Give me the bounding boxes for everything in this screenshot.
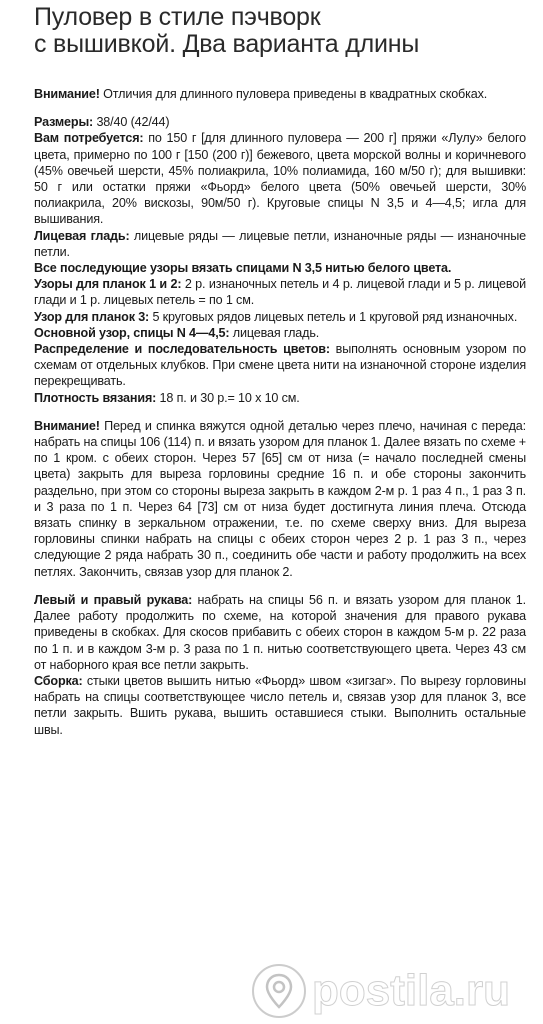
page-title bbox=[34, 4, 534, 58]
body-notice-label: Внимание! bbox=[34, 418, 100, 433]
assembly-label: Сборка: bbox=[34, 673, 83, 688]
bands-1-2-paragraph bbox=[34, 276, 526, 308]
watermark-text: postila.ru bbox=[312, 966, 511, 1015]
color-order-paragraph bbox=[34, 341, 526, 390]
title-line-1: Пуловер в стиле пэчворк bbox=[34, 3, 321, 31]
materials-paragraph bbox=[34, 130, 526, 227]
assembly-paragraph bbox=[34, 673, 526, 738]
title-line-2: с вышивкой. Два варианта длины bbox=[34, 30, 420, 58]
body-instructions-paragraph bbox=[34, 418, 526, 580]
main-pattern-text: лицевая гладь. bbox=[229, 325, 320, 340]
all-patterns-paragraph bbox=[34, 260, 526, 276]
watermark bbox=[250, 960, 540, 1024]
main-pattern-label: Основной узор, спицы N 4—4,5: bbox=[34, 325, 230, 340]
gauge-paragraph bbox=[34, 390, 526, 406]
color-order-label: Распределение и последовательность цветов: bbox=[34, 342, 330, 357]
body-notice-text: Перед и спинка вяжутся одной деталью через плечо, начиная с переда: набрать на спицы 106 (114) п. и вязать узором для планок 1. Далее вязать по схеме + по 1 кром. с обеих сторон. Через 57 [65] см от низа (= начало последней смены цвета) закрыть для выреза горловины средние 16 п. и обе стороны закончить раздельно, при этом со стороны выреза закрыть в каждом 2-м р. 1 раз 4 п., 1 раз 3 п. и 3 раза по 1 п. Через 64 [73] см от низа будет достигнута линия плеча. Отсюда вязать спинку в зеркальном отражении, т.е. по схеме сверху вниз. Для выреза горловины спинки набрать на спицы с обеих сторон через 2 р. 1 раз 3 п., через следующие 2 ряда набрать 30 п., соединить обе части и работу продолжить на всех петлях. Закончить, связав узор для планок 2. bbox=[34, 418, 526, 579]
band-3-label: Узор для планок 3: bbox=[34, 309, 150, 324]
stockinette-paragraph bbox=[34, 228, 526, 260]
stockinette-text: лицевые ряды — лицевые петли, изнаночные ряды — изнаночные петли. bbox=[34, 228, 526, 259]
sizes-text: 38/40 (42/44) bbox=[93, 115, 170, 130]
pin-logo-icon bbox=[250, 962, 308, 1020]
main-pattern-paragraph bbox=[34, 325, 526, 341]
sleeves-label: Левый и правый рукава: bbox=[34, 592, 193, 607]
sizes-label: Размеры: bbox=[34, 115, 94, 130]
notice-label: Внимание! bbox=[34, 87, 100, 101]
stockinette-label: Лицевая гладь: bbox=[34, 228, 130, 243]
notice-text: Отличия для длинного пуловера приведены в квадратных скобках. bbox=[99, 87, 488, 101]
band-3-paragraph bbox=[34, 309, 526, 325]
sleeves-text: набрать на спицы 56 п. и вязать узором для планок 1. Далее работу продолжить по схеме, на которой значения для правого рукава приведены в скобках. Для скосов прибавить с обеих сторон в каждом 5-м р. 22 раза по 1 п. и в каждом 3-м р. 3 раза по 1 п. нитью соответствующего цвета. Через 43 см от наборного края все петли закрыть. bbox=[34, 592, 526, 672]
notice-paragraph bbox=[34, 86, 526, 102]
color-order-text: выполнять основным узором по схемам от отдельных клубков. При смене цвета нити на изнаночной стороне изделия перекрещивать. bbox=[34, 342, 526, 389]
band-3-text: 5 круговых рядов лицевых петель и 1 круговой ряд изнаночных. bbox=[149, 309, 518, 324]
bands-1-2-label: Узоры для планок 1 и 2: bbox=[34, 277, 182, 292]
all-patterns-text: Все последующие узоры вязать спицами N 3,5 нитью белого цвета. bbox=[34, 261, 452, 276]
article-body bbox=[34, 86, 526, 738]
gauge-text: 18 п. и 30 р.= 10 х 10 см. bbox=[156, 390, 300, 405]
assembly-text: стыки цветов вышить нитью «Фьорд» швом «зигзаг». По вырезу горловины набрать на спицы соответствующее число петель и, связав узор для планок 3, все петли закрыть. Вшить рукава, вышить оставшиеся стыки. Выполнить остальные швы. bbox=[34, 673, 526, 737]
materials-text: по 150 г [для длинного пуловера — 200 г] пряжи «Лулу» белого цвета, примерно по 100 г [150 (200 г)] бежевого, цвета морской волны и коричневого (45% овечьей шерсти, 45% полиакрила, 10% полиамида, 160 м/50 г); для вышивки: 50 г или остатки пряжи «Фьорд» белого цвета (50% овечьей шерсти, 30% полиакрила, 20% вискозы, 90м/50 г). Круговые спицы N 3,5 и 4—4,5; игла для вышивания. bbox=[34, 131, 526, 227]
bands-1-2-text: 2 р. изнаночных петель и 4 р. лицевой глади и 5 р. лицевой глади и 1 р. лицевых петель = по 1 см. bbox=[34, 277, 527, 308]
materials-label: Вам потребуется: bbox=[34, 131, 144, 146]
gauge-label: Плотность вязания: bbox=[34, 390, 157, 405]
sleeves-paragraph bbox=[34, 592, 526, 673]
sizes-paragraph bbox=[34, 114, 526, 130]
